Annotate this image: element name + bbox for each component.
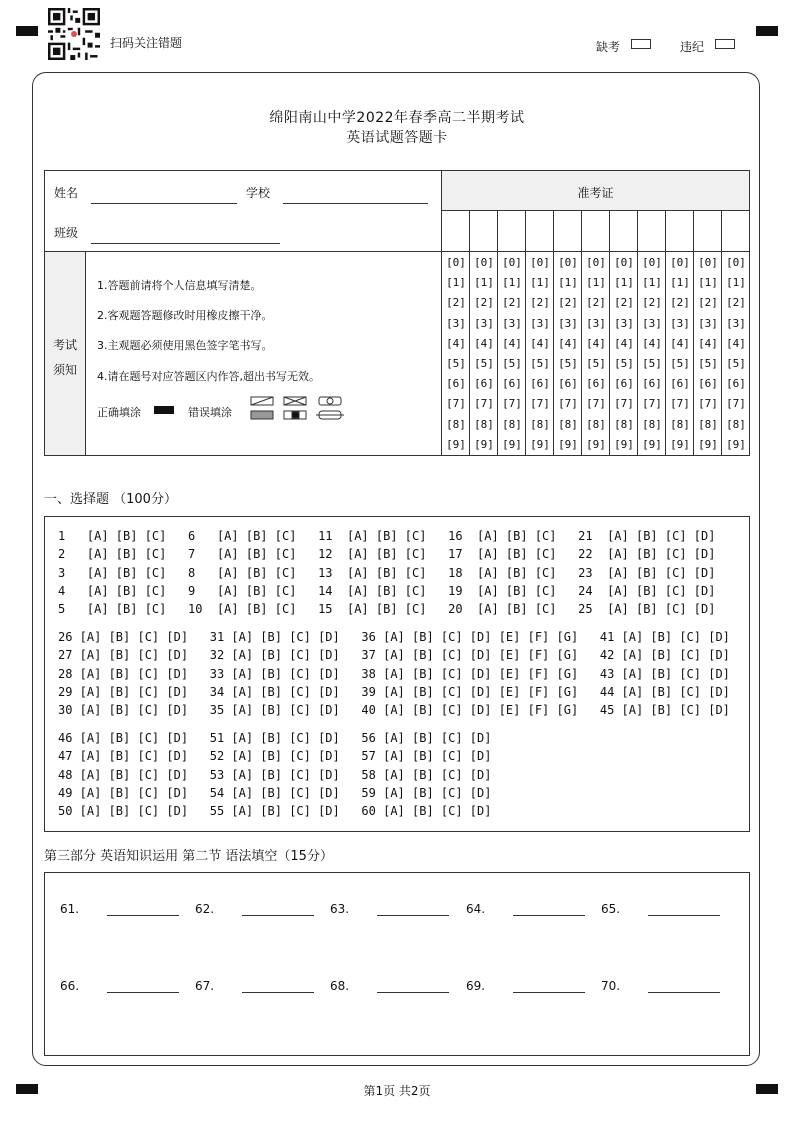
ticket-digit-bubble[interactable]: [0]: [698, 256, 718, 269]
ticket-digit-bubble[interactable]: [2]: [614, 296, 634, 310]
ticket-digit-bubble[interactable]: [5]: [474, 357, 494, 370]
notice-item-1: 1.答题前请将个人信息填写清楚。: [97, 279, 262, 292]
ticket-digit-bubble[interactable]: [7]: [530, 397, 550, 411]
ticket-digit-bubble[interactable]: [5]: [670, 357, 690, 370]
ticket-digit-bubble[interactable]: [8]: [502, 417, 522, 431]
answer-blank-line[interactable]: [107, 915, 179, 916]
ticket-digit-bubble[interactable]: [6]: [586, 377, 606, 391]
ticket-digit-bubble[interactable]: [0]: [642, 256, 662, 269]
mcq-block-1[interactable]: 1 [A] [B] [C] 6 [A] [B] [C] 11 [A] [B] [C] 16 [A] [B] [C] 21 [A] [B] [C] [D] 2 [A] [B] [C] 7 [A] [B] [C] 12 [A] [B] [C] 17 [A] [B] [C] 22 [A] [B] [C] [D] 3 [A] [B] [C] 8 [A] [B] [C] 13 [A] [B] [C] 18 [A] [B] [C] 23 [A] [B] [C] [D] 4 [A] [B] [C] 9 [A] [B] [C] 14 [A] [B] [C] 19 [A] [B] [C] 24 [A] [B] [C] [D] 5 [A] [B] [C] 10 [A] [B] [C] 15 [A] [B] [C] 20 [A] [B] [C] 25 [A] [B] [C] [D]: [58, 529, 716, 617]
ticket-digit-bubble[interactable]: [0]: [726, 256, 746, 269]
ticket-digit-bubble[interactable]: [1]: [502, 276, 522, 290]
ticket-digit-write-box[interactable]: [526, 211, 553, 251]
notice-item-3: 3.主观题必须使用黑色签字笔书写。: [97, 339, 273, 352]
ticket-digit-bubble[interactable]: [1]: [530, 276, 550, 290]
scan-label: 扫码关注错题: [110, 36, 183, 50]
name-field[interactable]: [91, 203, 237, 204]
ticket-digit-bubble[interactable]: [3]: [530, 316, 550, 330]
notice-side-bg: [45, 252, 85, 455]
ticket-digit-bubble[interactable]: [0]: [502, 256, 522, 269]
ticket-digit-bubble[interactable]: [4]: [726, 336, 746, 350]
ticket-digit-bubble[interactable]: [6]: [530, 377, 550, 391]
ticket-label: 准考证: [577, 186, 614, 200]
sheet-subtitle: 英语试题答题卡: [346, 130, 448, 146]
mcq-block-2[interactable]: 26 [A] [B] [C] [D] 31 [A] [B] [C] [D] 36 [A] [B] [C] [D] [E] [F] [G] 41 [A] [B] [C] [D] 27 [A] [B] [C] [D] 32 [A] [B] [C] [D] 37 [A] [B] [C] [D] [E] [F] [G] 42 [A] [B] [C] [D] 28 [A] [B] [C] [D] 33 [A] [B] [C] [D] 38 [A] [B] [C] [D] [E] [F] [G] 43 [A] [B] [C] [D] 29 [A] [B] [C] [D] 34 [A] [B] [C] [D] 39 [A] [B] [C] [D] [E] [F] [G] 44 [A] [B] [C] [D] 30 [A] [B] [C] [D] 35 [A] [B] [C] [D] 40 [A] [B] [C] [D] [E] [F] [G] 45 [A] [B] [C] [D]: [58, 630, 730, 718]
ticket-digit-write-box[interactable]: [498, 211, 525, 251]
ticket-digit-bubble[interactable]: [7]: [670, 397, 690, 411]
blank-number: 61.: [60, 902, 80, 916]
ticket-digit-bubble[interactable]: [6]: [698, 377, 718, 391]
ticket-digit-bubble[interactable]: [8]: [558, 417, 578, 431]
page-number: 第1页 共2页: [363, 1084, 431, 1098]
ticket-digit-bubble[interactable]: [3]: [698, 316, 718, 330]
notice-item-2: 2.客观题答题修改时用橡皮擦干净。: [97, 309, 273, 322]
ticket-digit-bubble[interactable]: [1]: [474, 276, 494, 290]
ticket-digit-bubble[interactable]: [4]: [698, 336, 718, 350]
ticket-digit-bubble[interactable]: [7]: [474, 397, 494, 411]
ticket-digit-bubble[interactable]: [5]: [586, 357, 606, 370]
ticket-digit-bubble[interactable]: [1]: [698, 276, 718, 290]
class-label: 班级: [54, 226, 79, 240]
ticket-digit-bubble[interactable]: [3]: [726, 316, 746, 330]
ticket-digit-bubble[interactable]: [6]: [726, 377, 746, 391]
exam-title: 绵阳南山中学2022年春季高二半期考试: [269, 110, 525, 126]
answer-blank-line[interactable]: [377, 992, 449, 993]
blank-number: 62.: [195, 902, 215, 916]
ticket-digit-bubble[interactable]: [0]: [446, 256, 466, 269]
ticket-digit-bubble[interactable]: [2]: [726, 296, 746, 310]
answer-blank-line[interactable]: [242, 992, 314, 993]
blank-number: 67.: [195, 979, 215, 993]
ticket-digit-bubble[interactable]: [8]: [642, 417, 662, 431]
section1-title: 一、选择题 （100分）: [44, 492, 177, 507]
ticket-digit-bubble[interactable]: [6]: [670, 377, 690, 391]
ticket-digit-bubble[interactable]: [4]: [474, 336, 494, 350]
qr-code-icon: [48, 8, 100, 60]
answer-blank-line[interactable]: [648, 992, 720, 993]
blank-number: 68.: [330, 979, 350, 993]
ticket-digit-bubble[interactable]: [9]: [474, 437, 494, 451]
ticket-digit-bubble[interactable]: [7]: [642, 397, 662, 411]
ticket-digit-write-box[interactable]: [722, 211, 749, 251]
ticket-digit-bubble[interactable]: [2]: [446, 296, 466, 310]
ticket-digit-bubble[interactable]: [3]: [670, 316, 690, 330]
ticket-digit-bubble[interactable]: [1]: [446, 276, 466, 290]
ticket-digit-bubble[interactable]: [9]: [502, 437, 522, 451]
ticket-digit-bubble[interactable]: [8]: [670, 417, 690, 431]
ticket-digit-bubble[interactable]: [4]: [558, 336, 578, 350]
blank-number: 63.: [330, 902, 350, 916]
blank-number: 66.: [60, 979, 80, 993]
violation-checkbox[interactable]: [715, 39, 735, 49]
ticket-digit-bubble[interactable]: [7]: [502, 397, 522, 411]
ticket-digit-bubble[interactable]: [4]: [530, 336, 550, 350]
ticket-digit-bubble[interactable]: [8]: [586, 417, 606, 431]
ticket-digit-bubble[interactable]: [9]: [558, 437, 578, 451]
ticket-digit-bubble[interactable]: [1]: [670, 276, 690, 290]
ticket-digit-bubble[interactable]: [6]: [502, 377, 522, 391]
ticket-digit-write-box[interactable]: [694, 211, 721, 251]
ticket-digit-bubble[interactable]: [8]: [474, 417, 494, 431]
correct-fill-label: 正确填涂: [97, 406, 141, 419]
ticket-digit-bubble[interactable]: [6]: [446, 377, 466, 391]
ticket-digit-bubble[interactable]: [3]: [474, 316, 494, 330]
ticket-digit-bubble[interactable]: [0]: [586, 256, 606, 269]
ticket-digit-bubble[interactable]: [1]: [558, 276, 578, 290]
ticket-digit-bubble[interactable]: [8]: [726, 417, 746, 431]
violation-label: 违纪: [680, 40, 705, 54]
ticket-digit-bubble[interactable]: [2]: [530, 296, 550, 310]
ticket-digit-write-box[interactable]: [442, 211, 469, 251]
ticket-digit-bubble[interactable]: [4]: [502, 336, 522, 350]
ticket-digit-bubble[interactable]: [9]: [586, 437, 606, 451]
ticket-digit-bubble[interactable]: [7]: [698, 397, 718, 411]
ticket-digit-bubble[interactable]: [6]: [614, 377, 634, 391]
ticket-digit-write-box[interactable]: [554, 211, 581, 251]
wrong-fill-label: 错误填涂: [188, 406, 232, 419]
grammar-fill-box: [44, 872, 750, 1056]
ticket-digit-write-box[interactable]: [638, 211, 665, 251]
mcq-block-3[interactable]: 46 [A] [B] [C] [D] 51 [A] [B] [C] [D] 56 [A] [B] [C] [D] 47 [A] [B] [C] [D] 52 [A] [B] [C] [D] 57 [A] [B] [C] [D] 48 [A] [B] [C] [D] 53 [A] [B] [C] [D] 58 [A] [B] [C] [D] 49 [A] [B] [C] [D] 54 [A] [B] [C] [D] 59 [A] [B] [C] [D] 50 [A] [B] [C] [D] 55 [A] [B] [C] [D] 60 [A] [B] [C] [D]: [58, 731, 492, 819]
answer-blank-line[interactable]: [513, 915, 585, 916]
ticket-digit-bubble[interactable]: [4]: [670, 336, 690, 350]
ticket-digit-bubble[interactable]: [4]: [586, 336, 606, 350]
ticket-digit-bubble[interactable]: [0]: [614, 256, 634, 269]
ticket-digit-bubble[interactable]: [0]: [558, 256, 578, 269]
ticket-digit-bubble[interactable]: [3]: [502, 316, 522, 330]
ticket-digit-bubble[interactable]: [6]: [558, 377, 578, 391]
ticket-digit-bubble[interactable]: [2]: [474, 296, 494, 310]
answer-blank-line[interactable]: [648, 915, 720, 916]
ticket-digit-bubble[interactable]: [8]: [614, 417, 634, 431]
ticket-digit-bubble[interactable]: [5]: [502, 357, 522, 370]
notice-side-label-1: 考试: [53, 338, 78, 352]
absent-checkbox[interactable]: [631, 39, 651, 49]
answer-blank-line[interactable]: [107, 992, 179, 993]
registration-mark-top-left: [16, 26, 38, 36]
ticket-digit-bubble[interactable]: [0]: [530, 256, 550, 269]
ticket-digit-bubble[interactable]: [7]: [586, 397, 606, 411]
ticket-digit-bubble[interactable]: [5]: [446, 357, 466, 370]
blank-number: 69.: [466, 979, 486, 993]
ticket-digit-bubble[interactable]: [0]: [670, 256, 690, 269]
ticket-digit-bubble[interactable]: [1]: [614, 276, 634, 290]
correct-fill-sample: [154, 406, 174, 414]
class-field[interactable]: [91, 243, 280, 244]
ticket-digit-bubble[interactable]: [5]: [530, 357, 550, 370]
name-label: 姓名: [54, 186, 79, 200]
school-label: 学校: [246, 186, 271, 200]
ticket-digit-bubble[interactable]: [7]: [726, 397, 746, 411]
ticket-digit-bubble[interactable]: [4]: [614, 336, 634, 350]
ticket-digit-bubble[interactable]: [5]: [614, 357, 634, 370]
ticket-digit-bubble[interactable]: [5]: [558, 357, 578, 370]
notice-item-4: 4.请在题号对应答题区内作答,超出书写无效。: [97, 370, 320, 383]
ticket-digit-bubble[interactable]: [2]: [558, 296, 578, 310]
ticket-digit-bubble[interactable]: [2]: [502, 296, 522, 310]
ticket-digit-bubble[interactable]: [0]: [474, 256, 494, 269]
blank-number: 70.: [601, 979, 621, 993]
ticket-digit-bubble[interactable]: [3]: [642, 316, 662, 330]
answer-blank-line[interactable]: [377, 915, 449, 916]
ticket-digit-bubble[interactable]: [1]: [586, 276, 606, 290]
ticket-digit-bubble[interactable]: [7]: [446, 397, 466, 411]
wrong-fill-samples-icon: [250, 396, 346, 422]
ticket-digit-bubble[interactable]: [8]: [530, 417, 550, 431]
answer-blank-line[interactable]: [242, 915, 314, 916]
ticket-digit-bubble[interactable]: [8]: [446, 417, 466, 431]
ticket-digit-bubble[interactable]: [9]: [670, 437, 690, 451]
ticket-digit-write-box[interactable]: [470, 211, 497, 251]
ticket-digit-bubble[interactable]: [4]: [446, 336, 466, 350]
ticket-digit-bubble[interactable]: [9]: [446, 437, 466, 451]
ticket-digit-bubble[interactable]: [4]: [642, 336, 662, 350]
blank-number: 64.: [466, 902, 486, 916]
absent-label: 缺考: [596, 40, 621, 54]
ticket-digit-bubble[interactable]: [2]: [698, 296, 718, 310]
section2-title: 第三部分 英语知识运用 第二节 语法填空（15分）: [44, 849, 333, 864]
ticket-digit-write-box[interactable]: [582, 211, 609, 251]
ticket-digit-bubble[interactable]: [9]: [614, 437, 634, 451]
ticket-digit-bubble[interactable]: [9]: [530, 437, 550, 451]
ticket-digit-bubble[interactable]: [6]: [474, 377, 494, 391]
blank-number: 65.: [601, 902, 621, 916]
ticket-digit-bubble[interactable]: [3]: [614, 316, 634, 330]
ticket-digit-bubble[interactable]: [9]: [642, 437, 662, 451]
ticket-digit-bubble[interactable]: [3]: [586, 316, 606, 330]
ticket-digit-bubble[interactable]: [7]: [558, 397, 578, 411]
ticket-digit-bubble[interactable]: [3]: [558, 316, 578, 330]
ticket-digit-bubble[interactable]: [2]: [586, 296, 606, 310]
ticket-digit-bubble[interactable]: [3]: [446, 316, 466, 330]
ticket-digit-bubble[interactable]: [2]: [642, 296, 662, 310]
ticket-digit-write-box[interactable]: [666, 211, 693, 251]
ticket-digit-bubble[interactable]: [5]: [642, 357, 662, 370]
ticket-digit-bubble[interactable]: [1]: [642, 276, 662, 290]
school-field[interactable]: [283, 203, 428, 204]
ticket-digit-bubble[interactable]: [7]: [614, 397, 634, 411]
ticket-digit-bubble[interactable]: [2]: [670, 296, 690, 310]
ticket-digit-bubble[interactable]: [1]: [726, 276, 746, 290]
ticket-digit-write-box[interactable]: [610, 211, 637, 251]
ticket-digit-bubble[interactable]: [5]: [698, 357, 718, 370]
ticket-digit-bubble[interactable]: [9]: [726, 437, 746, 451]
ticket-digit-bubble[interactable]: [6]: [642, 377, 662, 391]
ticket-digit-bubble[interactable]: [8]: [698, 417, 718, 431]
notice-side-label-2: 须知: [53, 363, 78, 377]
answer-blank-line[interactable]: [513, 992, 585, 993]
registration-mark-top-right: [756, 26, 778, 36]
ticket-digit-bubble[interactable]: [9]: [698, 437, 718, 451]
ticket-digit-bubble[interactable]: [5]: [726, 357, 746, 370]
